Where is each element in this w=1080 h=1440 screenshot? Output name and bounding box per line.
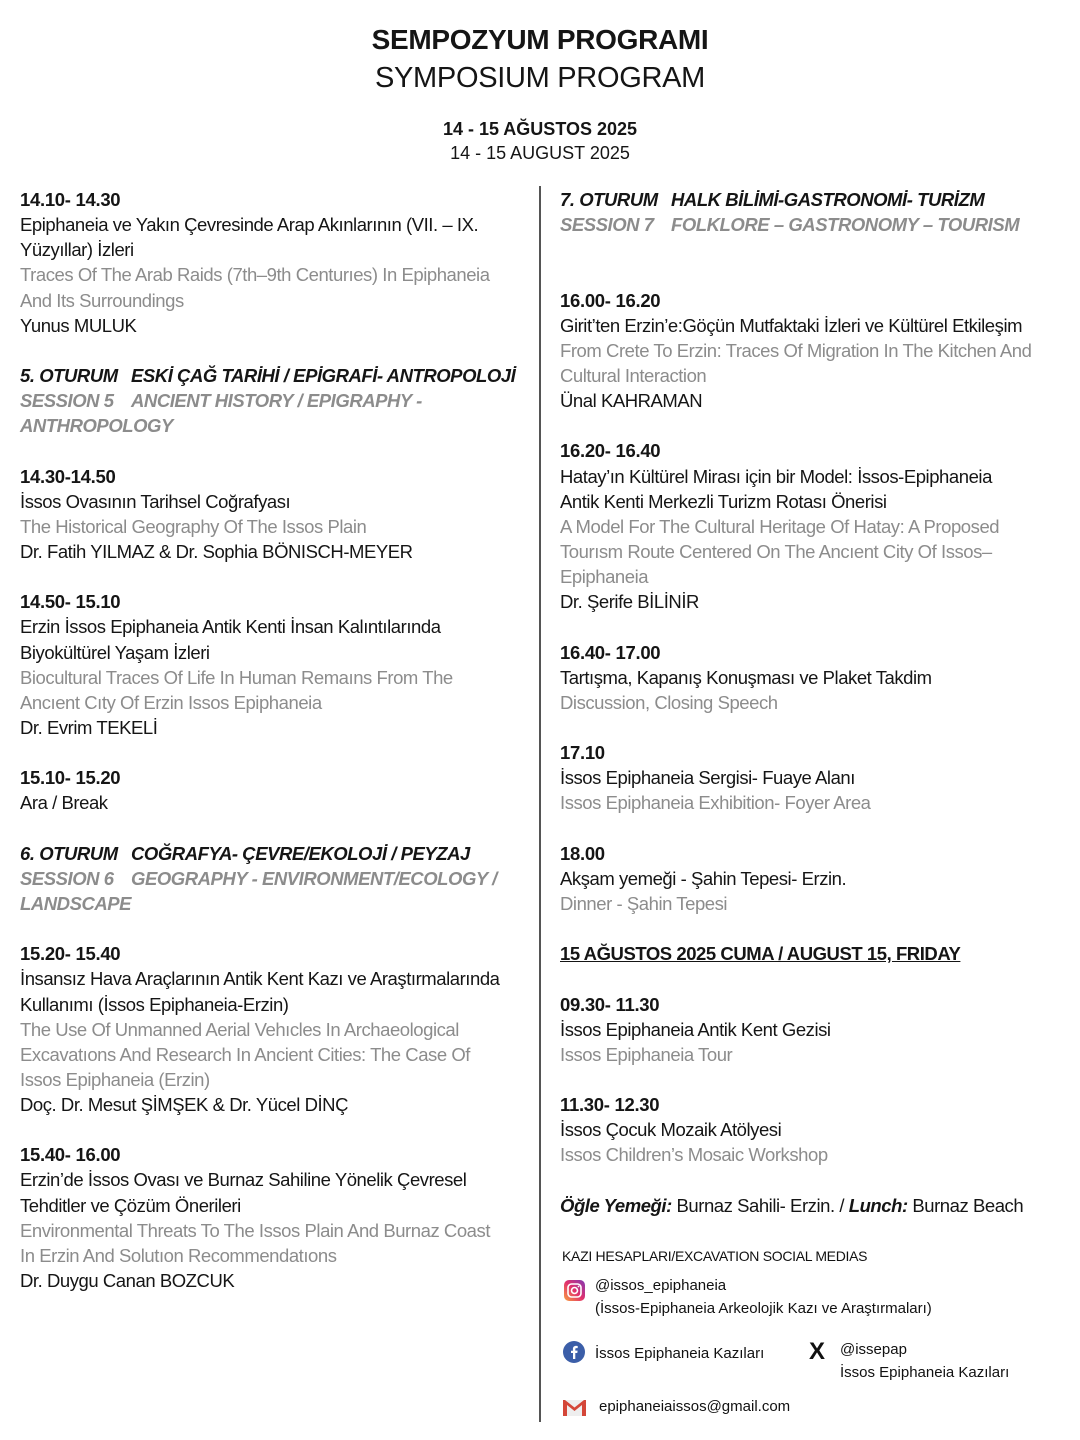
blank-line xyxy=(560,816,1075,841)
talk-text: Dr. Evrim TEKELİ xyxy=(20,716,158,738)
program-right-column xyxy=(560,187,1075,1218)
talk-text: Doç. Dr. Mesut ŞİMŞEK & Dr. Yücel DİNÇ xyxy=(20,1094,348,1116)
talk-text: Dr. Fatih YILMAZ & Dr. Sophia BÖNISCH-MEYER xyxy=(20,540,413,562)
talk-text: Ara / Break xyxy=(20,792,108,814)
x-handle[interactable]: @issepap xyxy=(840,1341,907,1358)
talk-text: Biyokültürel Yaşam İzleri xyxy=(20,641,210,663)
blank-line xyxy=(20,338,535,363)
title-turkish: SEMPOZYUM PROGRAMI xyxy=(371,24,709,55)
talk-text-english: Epiphaneia xyxy=(560,566,649,588)
instagram-icon[interactable] xyxy=(564,1280,585,1301)
talk-text: Erzin İssos Epiphaneia Antik Kenti İnsan Kalıntılarında xyxy=(20,616,441,638)
talk-text-english: Discussion, Closing Speech xyxy=(560,691,778,713)
session-title: COĞRAFYA- ÇEVRE/EKOLOJİ / PEYZAJ xyxy=(131,842,470,864)
blank-line xyxy=(560,614,1075,639)
lunch-info xyxy=(560,1193,1075,1218)
session-label: LANDSCAPE xyxy=(20,892,132,914)
talk-text: Epiphaneia ve Yakın Çevresinde Arap Akınlarının (VII. – IX. xyxy=(20,214,479,236)
blank-line xyxy=(560,237,1075,262)
column-divider xyxy=(539,186,541,1422)
talk-text-english: Environmental Threats To The Issos Plain And Burnaz Coast xyxy=(20,1219,491,1241)
talk-text-english: Ancıent Cıty Of Erzin Issos Epiphaneia xyxy=(20,691,322,713)
lunch-value-en: Burnaz Beach xyxy=(907,1194,1024,1216)
talk-text-english: Cultural Interaction xyxy=(560,364,707,386)
session-time: 16.20- 16.40 xyxy=(560,440,661,462)
talk-text-english: Dinner - Şahin Tepesi xyxy=(560,892,728,914)
instagram-handle[interactable]: @issos_epiphaneia xyxy=(595,1277,727,1294)
talk-text: Erzin’de İssos Ovası ve Burnaz Sahiline Yönelik Çevresel xyxy=(20,1169,467,1191)
blank-line xyxy=(560,966,1075,991)
session-time: 11.30- 12.30 xyxy=(560,1094,660,1116)
blank-line xyxy=(20,564,535,589)
blank-line xyxy=(20,1117,535,1142)
x-icon[interactable]: X xyxy=(809,1338,826,1365)
talk-text-english: From Crete To Erzin: Traces Of Migration In The Kitchen And xyxy=(560,339,1032,361)
talk-text-english: A Model For The Cultural Heritage Of Hatay: A Proposed xyxy=(560,515,1000,537)
session-heading xyxy=(20,841,535,866)
blank-line xyxy=(560,715,1075,740)
talk-text: İnsansız Hava Araçlarının Antik Kent Kazı ve Araştırmalarında xyxy=(20,968,500,990)
session-label: 5. OTURUM xyxy=(20,364,118,386)
facebook-name[interactable]: İssos Epiphaneia Kazıları xyxy=(595,1345,765,1362)
session-heading xyxy=(20,388,535,413)
talk-text-english: Issos Epiphaneia Tour xyxy=(560,1043,733,1065)
talk-text-english: Biocultural Traces Of Life In Human Remaıns From The xyxy=(20,666,453,688)
talk-text: Yunus MULUK xyxy=(20,314,137,336)
talk-text: Hatay’ın Kültürel Mirası için bir Model: İssos-Epiphaneia xyxy=(560,465,992,487)
session-title: HALK BİLİMİ-GASTRONOMİ- TURİZM xyxy=(671,189,985,210)
session-title: FOLKLORE – GASTRONOMY – TOURISM xyxy=(671,214,1020,236)
session-time: 16.00- 16.20 xyxy=(560,289,661,311)
session-label: ANTHROPOLOGY xyxy=(20,415,173,437)
facebook-icon[interactable] xyxy=(563,1341,585,1363)
talk-text-english: Issos Epiphaneia (Erzin) xyxy=(20,1068,210,1090)
session-time: 15.20- 15.40 xyxy=(20,943,121,965)
session-label: SESSION 5 xyxy=(20,390,114,412)
talk-text-english: Issos Children’s Mosaic Workshop xyxy=(560,1144,828,1166)
title-english: SYMPOSIUM PROGRAM xyxy=(374,62,706,94)
talk-text-english: Traces Of The Arab Raids (7th–9th Centurıes) In Epiphaneia xyxy=(20,264,490,286)
blank-line xyxy=(560,413,1075,438)
social-heading: KAZI HESAPLARI/EXCAVATION SOCIAL MEDIAS xyxy=(562,1248,868,1264)
talk-text-english: Tourısm Route Centered On The Ancıent City Of Issos– xyxy=(560,540,992,562)
talk-text: Tartışma, Kapanış Konuşması ve Plaket Takdim xyxy=(560,666,932,688)
talk-text: İssos Epiphaneia Antik Kent Gezisi xyxy=(560,1018,831,1040)
blank-line xyxy=(560,262,1075,287)
talk-text: Tehditler ve Çözüm Önerileri xyxy=(20,1194,241,1216)
talk-text: Akşam yemeği - Şahin Tepesi- Erzin. xyxy=(560,867,847,889)
session-heading xyxy=(20,866,535,891)
session-time: 18.00 xyxy=(560,842,605,864)
talk-text: Yüzyıllar) İzleri xyxy=(20,239,134,261)
gmail-icon[interactable] xyxy=(563,1400,586,1416)
email-address[interactable]: epiphaneiaissos@gmail.com xyxy=(599,1398,791,1415)
session-time: 17.10 xyxy=(560,742,605,764)
talk-text: İssos Ovasının Tarihsel Coğrafyası xyxy=(20,490,291,512)
talk-text-english: The Use Of Unmanned Aerial Vehıcles In Archaeological xyxy=(20,1018,459,1040)
day-heading: 15 AĞUSTOS 2025 CUMA / AUGUST 15, FRIDAY xyxy=(560,943,961,965)
talk-text-english: Excavatıons And Research In Ancient Cities: The Case Of xyxy=(20,1043,470,1065)
session-label: 6. OTURUM xyxy=(20,842,118,864)
talk-text: İssos Epiphaneia Sergisi- Fuaye Alanı xyxy=(560,767,855,789)
session-time: 09.30- 11.30 xyxy=(560,993,660,1015)
session-time: 14.30-14.50 xyxy=(20,465,116,487)
session-time: 15.10- 15.20 xyxy=(20,767,121,789)
session-heading xyxy=(560,187,1075,212)
session-time: 15.40- 16.00 xyxy=(20,1144,121,1166)
date-turkish: 14 - 15 AĞUSTOS 2025 xyxy=(442,119,638,139)
blank-line xyxy=(20,438,535,463)
talk-text: Antik Kenti Merkezli Turizm Rotası Önerisi xyxy=(560,490,887,512)
program-left-column xyxy=(20,187,535,1293)
lunch-label-en: Lunch: xyxy=(848,1194,908,1216)
lunch-label-tr: Öğle Yemeği: xyxy=(560,1194,672,1216)
blank-line xyxy=(560,1067,1075,1092)
session-label: 7. OTURUM xyxy=(560,189,658,210)
blank-line xyxy=(560,916,1075,941)
blank-line xyxy=(560,1167,1075,1192)
talk-text: Dr. Şerife BİLİNİR xyxy=(560,591,699,613)
talk-text: Girit’ten Erzin’e:Göçün Mutfaktaki İzleri ve Kültürel Etkileşim xyxy=(560,314,1023,336)
instagram-name: (İssos-Epiphaneia Arkeolojik Kazı ve Araştırmaları) xyxy=(595,1300,932,1317)
session-time: 14.50- 15.10 xyxy=(20,591,121,613)
talk-text: İssos Çocuk Mozaik Atölyesi xyxy=(560,1119,782,1141)
talk-text-english: And Its Surroundings xyxy=(20,289,184,311)
talk-text: Dr. Duygu Canan BOZCUK xyxy=(20,1270,235,1292)
session-title: ESKİ ÇAĞ TARİHİ / EPİGRAFİ- ANTROPOLOJİ xyxy=(131,364,516,386)
x-name: İssos Epiphaneia Kazıları xyxy=(840,1364,1010,1381)
session-heading xyxy=(20,363,535,388)
session-time: 14.10- 14.30 xyxy=(20,189,121,210)
talk-text: Ünal KAHRAMAN xyxy=(560,390,703,412)
session-label: SESSION 6 xyxy=(20,867,114,889)
blank-line xyxy=(20,916,535,941)
session-label: SESSION 7 xyxy=(560,214,654,236)
blank-line xyxy=(20,816,535,841)
session-title: ANCIENT HISTORY / EPIGRAPHY - xyxy=(131,390,422,412)
session-heading xyxy=(20,413,535,438)
talk-text: Kullanımı (İssos Epiphaneia-Erzin) xyxy=(20,993,289,1015)
session-heading xyxy=(560,212,1075,237)
lunch-value-tr: Burnaz Sahili- Erzin. / xyxy=(671,1194,849,1216)
talk-text-english: In Erzin And Solutıon Recommendatıons xyxy=(20,1244,337,1266)
talk-text-english: Issos Epiphaneia Exhibition- Foyer Area xyxy=(560,792,871,814)
session-time: 16.40- 17.00 xyxy=(560,641,661,663)
talk-text-english: The Historical Geography Of The Issos Plain xyxy=(20,515,367,537)
date-english: 14 - 15 AUGUST 2025 xyxy=(450,143,630,163)
blank-line xyxy=(20,740,535,765)
session-heading xyxy=(20,891,535,916)
session-title: GEOGRAPHY - ENVIRONMENT/ECOLOGY / xyxy=(131,867,497,889)
